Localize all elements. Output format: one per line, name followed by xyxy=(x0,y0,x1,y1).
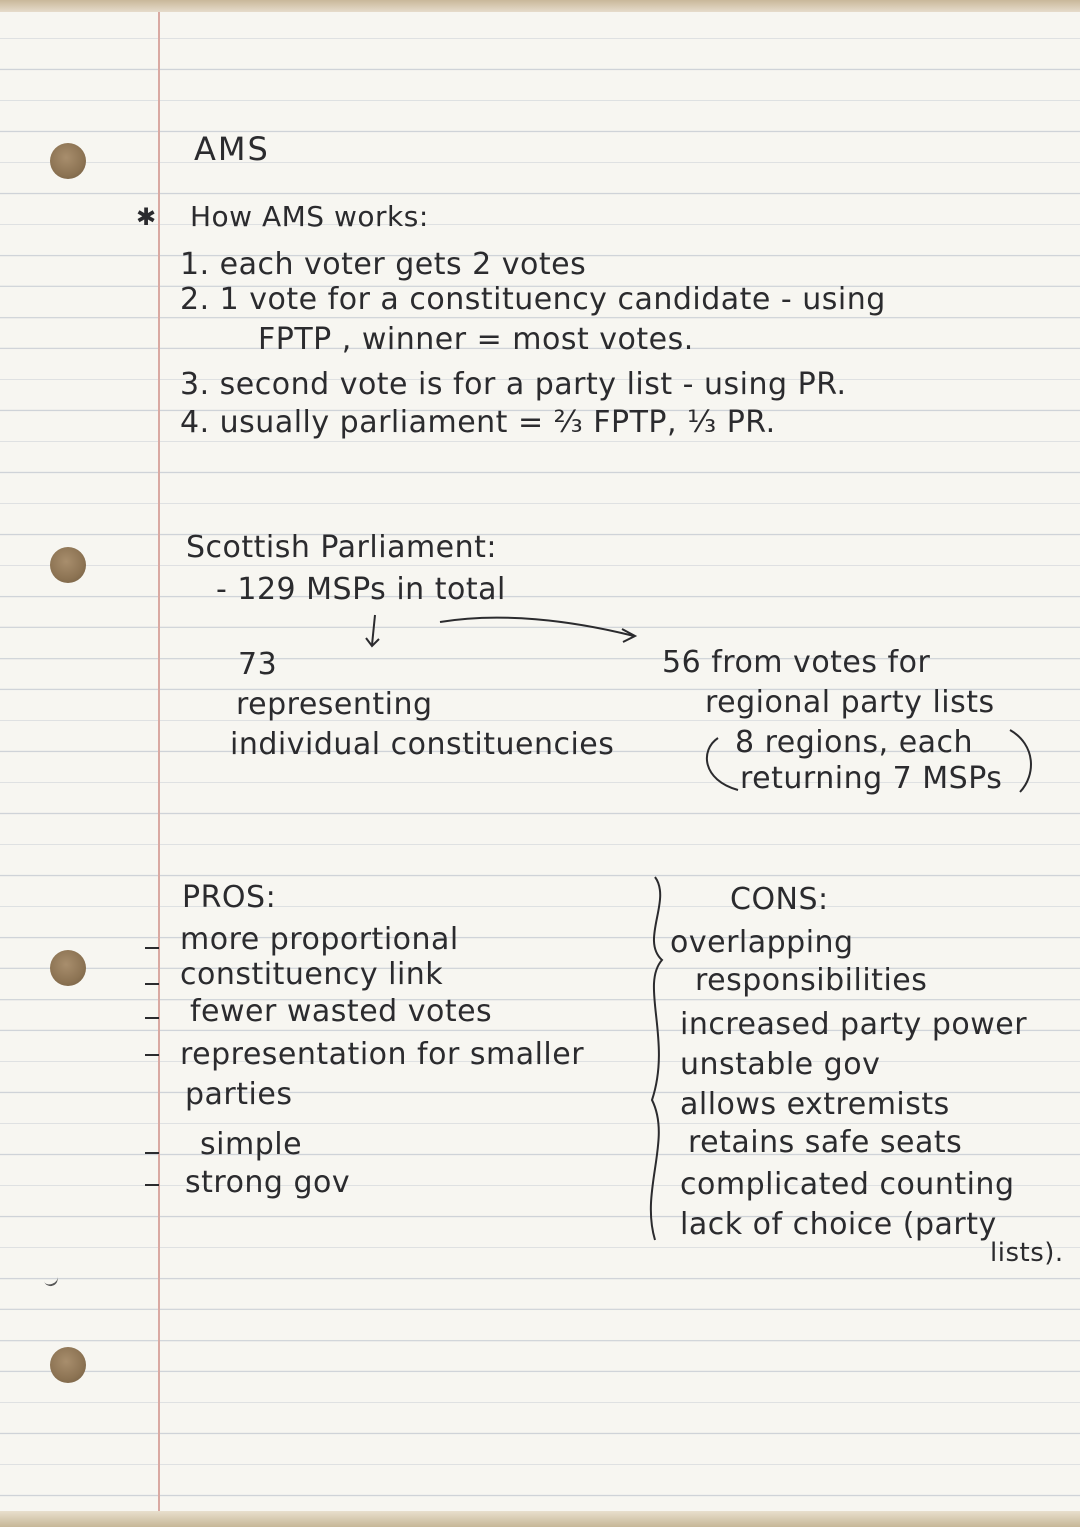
page-bottom-edge xyxy=(0,1511,1080,1527)
cons-item: increased party power xyxy=(680,1007,1028,1042)
cons-item: allows extremists xyxy=(680,1087,950,1122)
scottish-heading: Scottish Parliament: xyxy=(186,530,498,565)
step-4: 4. usually parliament = ⅔ FPTP, ⅓ PR. xyxy=(180,405,776,440)
cons-item: complicated counting xyxy=(680,1167,1015,1202)
cons-item: lists). xyxy=(990,1238,1064,1268)
constituency-line-2: individual constituencies xyxy=(230,727,615,762)
dash-mark xyxy=(145,983,159,985)
constituency-count: 73 xyxy=(238,647,278,682)
dash-mark xyxy=(145,1017,159,1019)
page-title: AMS xyxy=(194,130,270,168)
pros-item: representation for smaller xyxy=(180,1037,585,1072)
page-top-edge xyxy=(0,0,1080,12)
constituency-line-1: representing xyxy=(236,687,433,722)
dash-mark xyxy=(145,1184,159,1186)
step-2-continued: FPTP , winner = most votes. xyxy=(258,322,694,357)
cons-item: responsibilities xyxy=(695,963,928,998)
bullet-star-icon: ✱ xyxy=(136,203,157,231)
how-works-heading: How AMS works: xyxy=(190,200,429,233)
dash-mark xyxy=(145,1152,159,1154)
pros-item: strong gov xyxy=(185,1165,351,1200)
pros-item: fewer wasted votes xyxy=(190,994,493,1029)
step-2: 2. 1 vote for a constituency candidate - using xyxy=(180,282,886,317)
pros-item: more proportional xyxy=(180,922,459,957)
list-line-3: 8 regions, each xyxy=(735,725,974,760)
list-line-4: returning 7 MSPs xyxy=(740,761,1003,796)
punch-hole xyxy=(50,1347,86,1383)
pros-item: parties xyxy=(185,1077,293,1112)
punch-hole xyxy=(50,547,86,583)
step-3: 3. second vote is for a party list - using PR. xyxy=(180,367,847,402)
cons-item: overlapping xyxy=(670,925,854,960)
punch-hole xyxy=(50,950,86,986)
pros-heading: PROS: xyxy=(182,880,277,915)
dash-mark xyxy=(145,947,159,949)
cons-item: retains safe seats xyxy=(688,1125,963,1160)
list-line-1: 56 from votes for xyxy=(662,645,931,680)
scottish-total: - 129 MSPs in total xyxy=(216,572,506,607)
pros-item: simple xyxy=(200,1127,303,1162)
cons-heading: CONS: xyxy=(730,882,829,917)
list-line-2: regional party lists xyxy=(705,685,995,720)
step-1: 1. each voter gets 2 votes xyxy=(180,247,587,282)
margin-mark xyxy=(42,1272,59,1288)
pros-item: constituency link xyxy=(180,957,444,992)
dash-mark xyxy=(145,1054,159,1056)
cons-item: lack of choice (party xyxy=(680,1207,997,1242)
punch-hole xyxy=(50,143,86,179)
cons-item: unstable gov xyxy=(680,1047,881,1082)
